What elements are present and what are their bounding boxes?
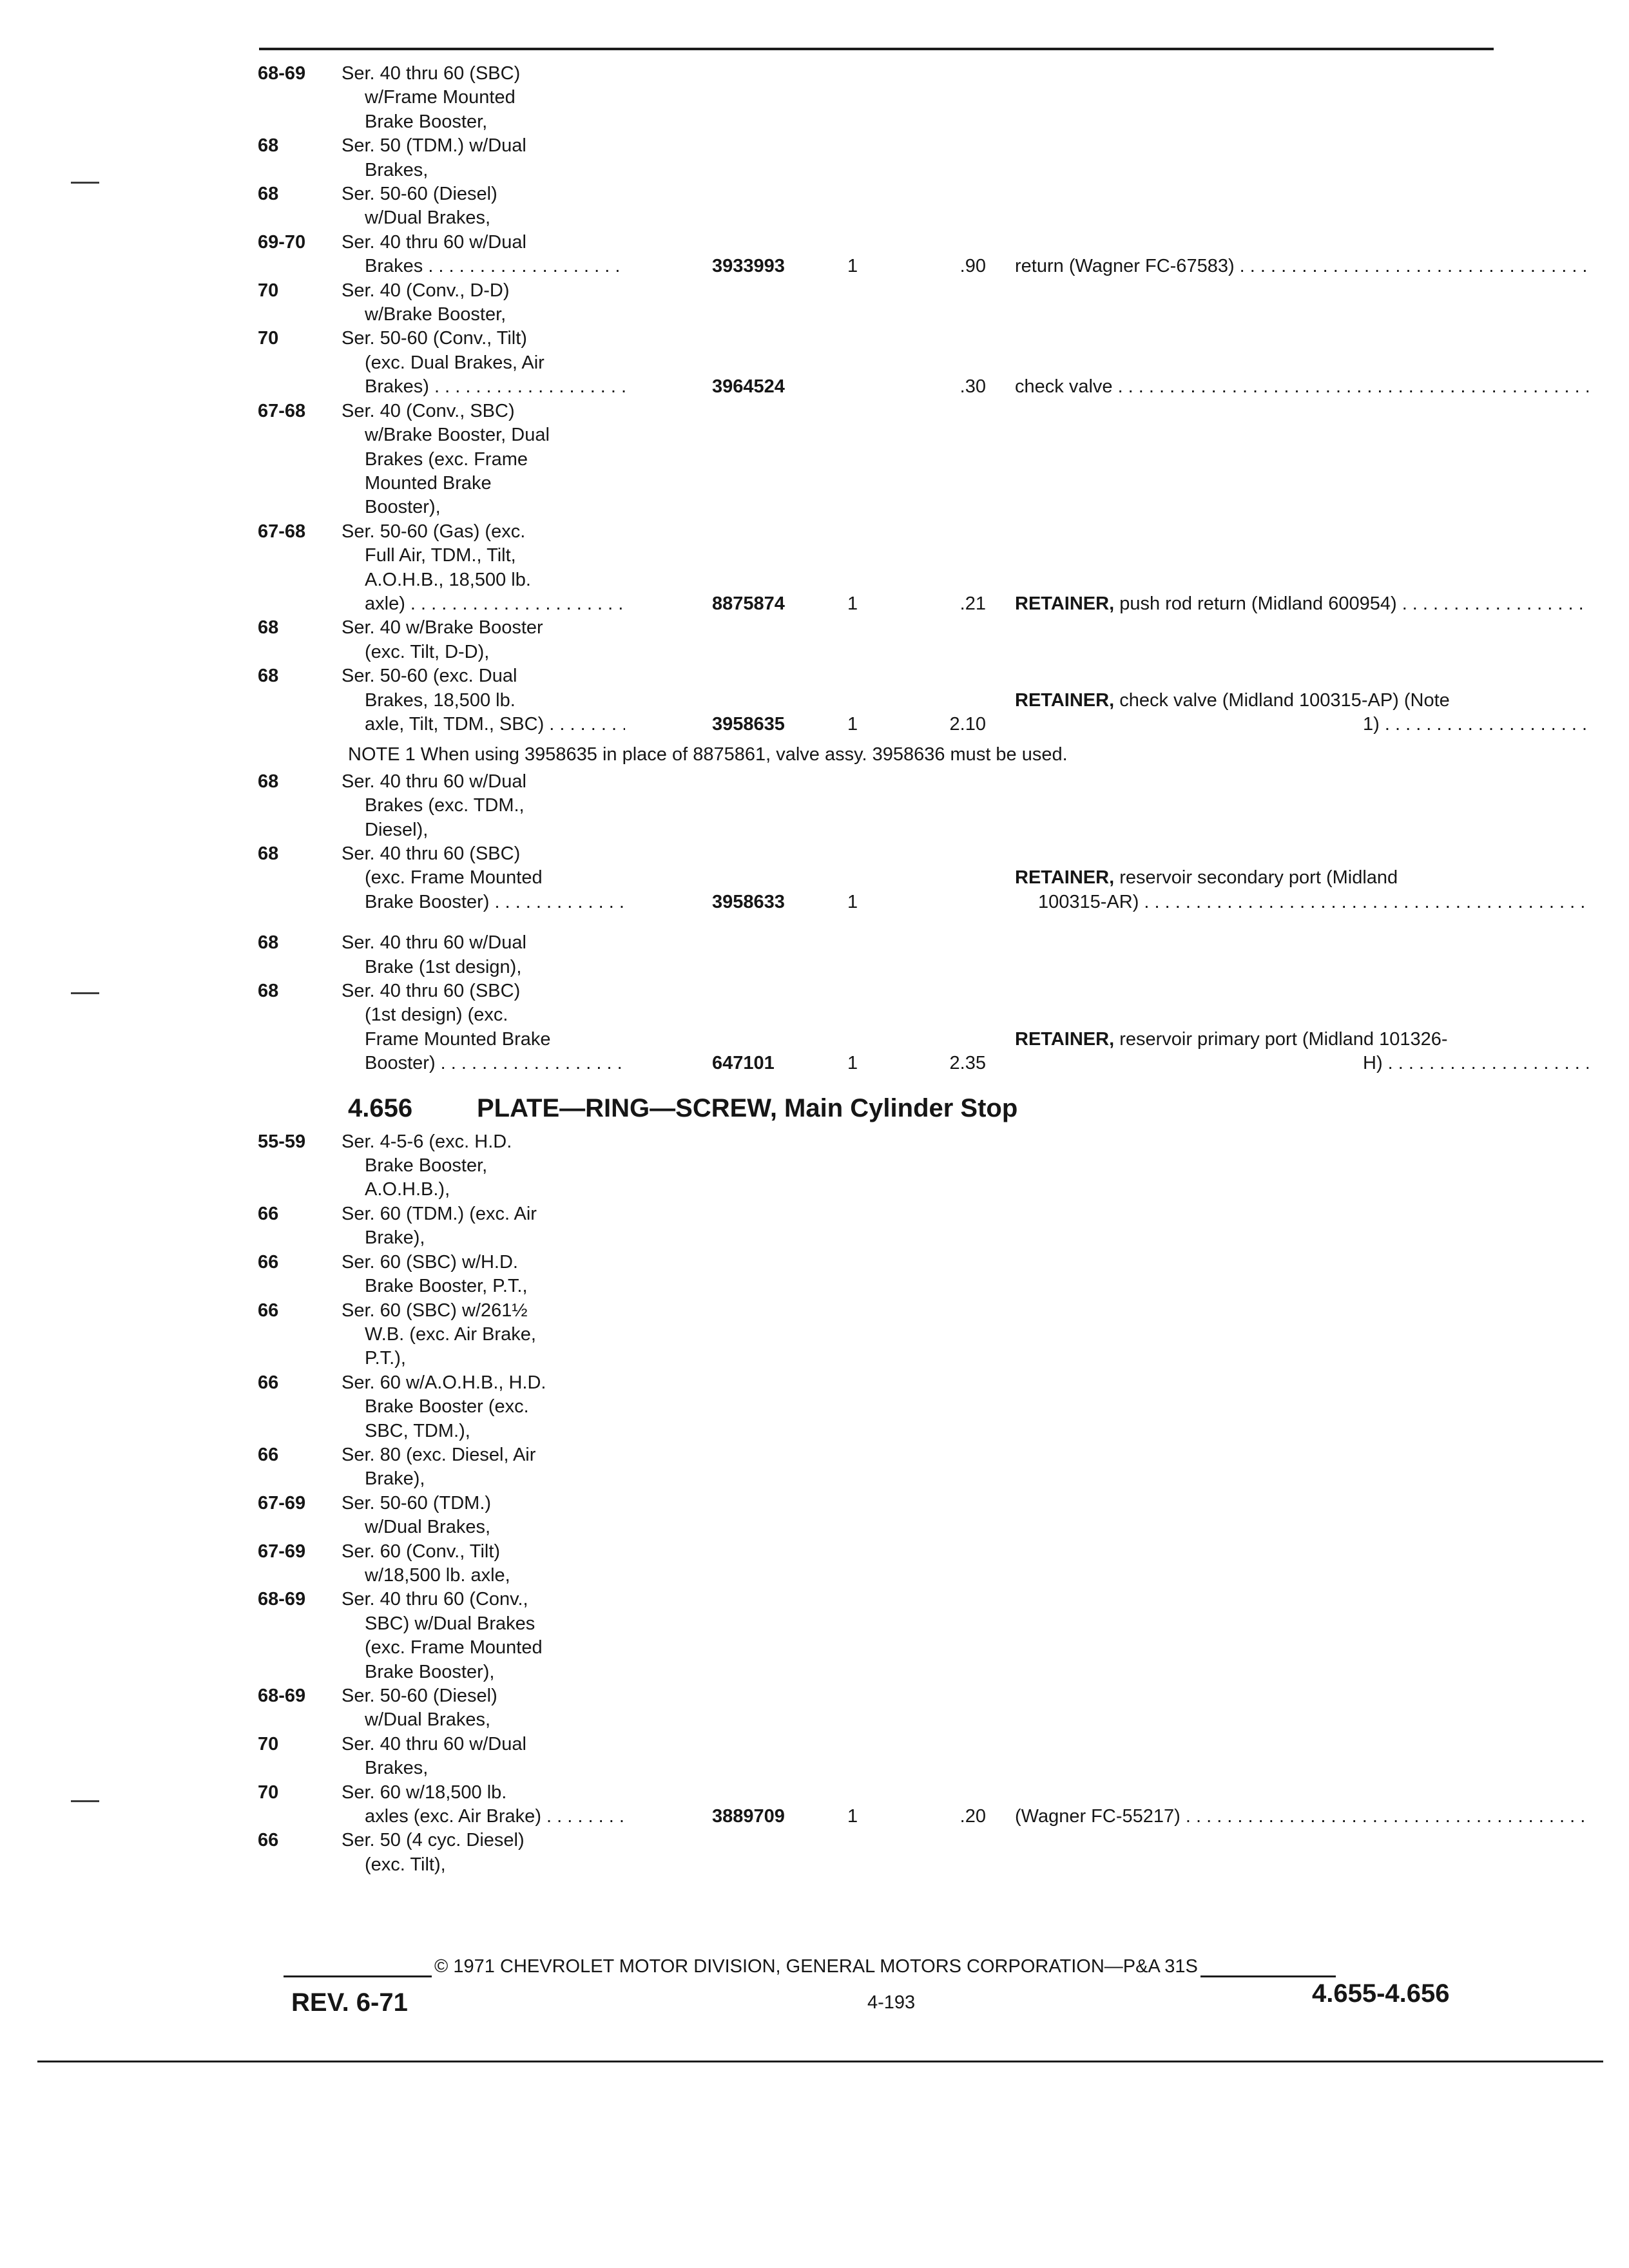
application-text: Ser. 50-60 (Gas) (exc. <box>342 521 526 542</box>
part-description-line <box>1015 890 1588 914</box>
model-years: 68-69 <box>258 1686 306 1706</box>
catalog-row <box>258 1781 1514 1829</box>
application-text: axle, Tilt, TDM., SBC) . . . <box>365 713 625 736</box>
part-detail: (Wagner FC-55217) <box>1015 1806 1181 1827</box>
application-line <box>342 351 625 375</box>
catalog-row <box>258 231 1514 279</box>
application-text: Brake Booster, <box>365 111 488 132</box>
catalog-row <box>258 1371 1514 1443</box>
application-text: Full Air, TDM., Tilt, <box>365 545 516 566</box>
application-text: Ser. 50-60 (exc. Dual <box>342 666 517 687</box>
application-description <box>342 327 1113 399</box>
catalog-row <box>258 1202 1514 1251</box>
application-text: Ser. 60 (SBC) w/261½ <box>342 1300 528 1321</box>
application-line <box>342 1805 1181 1829</box>
application-description <box>342 1540 625 1588</box>
application-text: w/Brake Booster, <box>365 304 506 325</box>
part-number: 3964524 <box>712 376 785 398</box>
application-text: A.O.H.B., 18,500 lb. <box>365 569 531 590</box>
application-line <box>342 1299 625 1323</box>
application-text: axle) . . . <box>365 592 625 616</box>
part-name: RETAINER, <box>1015 1028 1115 1050</box>
application-description <box>342 1781 1181 1829</box>
application-line <box>342 520 625 544</box>
application-description <box>342 520 1397 617</box>
application-line <box>342 134 625 158</box>
application-text: SBC, TDM.), <box>365 1420 470 1441</box>
part-number: 8875874 <box>712 593 785 614</box>
part-detail: 100315-AR) <box>1038 891 1139 912</box>
part-detail: return (Wagner FC-67583) <box>1015 256 1235 277</box>
part-description <box>1015 255 1588 278</box>
application-text: Brakes (exc. TDM., <box>365 795 525 816</box>
part-detail: check valve <box>1015 376 1113 398</box>
application-line <box>342 1202 625 1226</box>
application-text: Ser. 60 w/18,500 lb. <box>342 1782 507 1803</box>
application-line <box>342 1781 625 1805</box>
price: 2.10 <box>949 713 986 735</box>
part-detail: reservoir secondary port (Midland <box>1119 867 1398 889</box>
application-text: (1st design) (exc. <box>365 1004 508 1026</box>
application-text: Ser. 60 (Conv., Tilt) <box>342 1541 501 1562</box>
catalog-row <box>258 399 1514 520</box>
part-description-line <box>1015 255 1588 278</box>
part-description-line <box>1015 1028 1588 1052</box>
section-heading <box>348 1090 1514 1126</box>
part-description-line <box>1015 713 1588 736</box>
price: 2.35 <box>949 1053 986 1074</box>
application-description <box>342 1202 625 1251</box>
catalog-row <box>258 1684 1514 1733</box>
application-description <box>342 1371 625 1443</box>
application-line <box>342 1443 625 1467</box>
application-text: Ser. 40 (Conv., SBC) <box>342 400 515 421</box>
quantity: 1 <box>847 593 858 614</box>
application-text: w/Dual Brakes, <box>365 207 491 229</box>
application-line <box>342 664 625 688</box>
application-text: Ser. 40 thru 60 w/Dual <box>342 231 526 253</box>
part-name: RETAINER, <box>1015 689 1115 711</box>
application-line <box>342 1178 625 1202</box>
application-line <box>342 1733 625 1756</box>
application-text: Brake Booster, P.T., <box>365 1276 528 1297</box>
application-description <box>342 616 625 664</box>
application-description <box>342 842 1398 914</box>
application-line <box>342 1274 625 1298</box>
application-line <box>342 327 625 351</box>
application-text: Ser. 80 (exc. Diesel, Air <box>342 1444 536 1465</box>
application-line <box>342 448 625 472</box>
application-description <box>342 664 1450 736</box>
application-line <box>342 1756 625 1780</box>
application-line <box>342 159 625 182</box>
application-text: Brake Booster (exc. <box>365 1396 529 1418</box>
application-text: SBC) w/Dual Brakes <box>365 1613 535 1634</box>
part-description <box>1015 375 1588 399</box>
application-line <box>342 399 625 423</box>
application-line <box>342 1395 625 1419</box>
application-text: w/Brake Booster, Dual <box>365 425 550 446</box>
catalog-row <box>258 616 1514 664</box>
application-text: Mounted Brake <box>365 472 492 494</box>
application-text: Brake), <box>365 1227 425 1249</box>
application-text: Ser. 40 thru 60 w/Dual <box>342 771 526 792</box>
model-years: 68 <box>258 666 279 687</box>
model-years: 66 <box>258 1444 279 1465</box>
application-line <box>342 1636 625 1660</box>
model-years: 70 <box>258 1782 279 1803</box>
application-line <box>342 231 625 255</box>
footer-line-left <box>284 1975 432 1977</box>
application-line <box>342 770 625 794</box>
application-text: Ser. 40 thru 60 (SBC) <box>342 63 521 84</box>
application-line <box>342 1708 625 1732</box>
part-detail: reservoir primary port (Midland 101326- <box>1119 1028 1448 1050</box>
price: .21 <box>959 593 986 614</box>
application-description <box>342 1443 625 1492</box>
application-line <box>342 1226 625 1250</box>
model-years: 68 <box>258 932 279 954</box>
price: .90 <box>959 256 986 277</box>
application-text: Ser. 40 thru 60 w/Dual <box>342 932 526 954</box>
application-text: Ser. 4-5-6 (exc. H.D. <box>342 1131 512 1152</box>
model-years: 68-69 <box>258 63 306 84</box>
application-line <box>342 1028 625 1052</box>
catalog-row <box>258 1588 1514 1684</box>
part-description-line <box>1015 689 1588 713</box>
application-line <box>342 1853 625 1877</box>
application-text: Ser. 40 thru 60 w/Dual <box>342 1733 526 1754</box>
binding-mark <box>71 182 99 184</box>
copyright-text: © 1971 CHEVROLET MOTOR DIVISION, GENERAL MOTORS CORPORATION—P&A 31S <box>434 1956 1198 1977</box>
row-spacer <box>258 914 1514 931</box>
application-description <box>342 182 625 231</box>
catalog-row <box>258 770 1514 842</box>
application-text: Brakes) . . . <box>365 375 625 399</box>
catalog-row <box>258 1130 1514 1202</box>
application-description <box>342 399 625 520</box>
model-years: 67-69 <box>258 1492 306 1514</box>
application-text: Ser. 50-60 (TDM.) <box>342 1492 492 1514</box>
part-detail: H) <box>1363 1053 1383 1074</box>
application-line <box>342 1684 625 1708</box>
part-description-line <box>1015 375 1588 399</box>
quantity: 1 <box>847 256 858 277</box>
application-text: w/Dual Brakes, <box>365 1709 491 1731</box>
application-text: Ser. 40 thru 60 (Conv., <box>342 1589 528 1610</box>
quantity: 1 <box>847 1806 858 1827</box>
model-years: 66 <box>258 1300 279 1321</box>
application-description <box>342 279 625 327</box>
application-text: Ser. 50-60 (Diesel) <box>342 184 497 205</box>
application-description <box>342 770 625 842</box>
part-description <box>1015 866 1588 914</box>
model-years: 67-68 <box>258 400 306 421</box>
model-years: 70 <box>258 280 279 301</box>
application-line <box>342 495 625 519</box>
application-line <box>342 818 625 842</box>
quantity: 1 <box>847 891 858 912</box>
catalog-row <box>258 1540 1514 1588</box>
catalog-row <box>258 931 1514 979</box>
part-description-line <box>1015 866 1588 890</box>
application-line <box>342 1347 625 1370</box>
application-description <box>342 1251 625 1299</box>
application-line <box>342 1371 625 1395</box>
part-description-line <box>1015 1805 1588 1829</box>
application-line <box>342 303 625 327</box>
application-text: w/Frame Mounted <box>365 87 516 108</box>
application-description <box>342 1684 625 1733</box>
model-years: 68-69 <box>258 1589 306 1610</box>
application-line <box>342 62 625 86</box>
catalog-row <box>258 134 1514 182</box>
part-number: 3933993 <box>712 256 785 277</box>
application-line <box>342 1492 625 1515</box>
application-text: Brakes, 18,500 lb. <box>365 689 516 711</box>
application-line <box>342 255 1235 278</box>
part-description <box>1015 592 1588 616</box>
catalog-row <box>258 1492 1514 1540</box>
application-text: Booster), <box>365 497 441 518</box>
model-years: 66 <box>258 1830 279 1851</box>
application-text: Ser. 60 (SBC) w/H.D. <box>342 1251 518 1273</box>
application-line <box>342 640 625 664</box>
application-text: Diesel), <box>365 819 429 840</box>
application-text: Ser. 60 w/A.O.H.B., H.D. <box>342 1372 546 1393</box>
model-years: 68 <box>258 184 279 205</box>
application-text: A.O.H.B.), <box>365 1179 450 1200</box>
application-line <box>342 423 625 447</box>
application-line <box>342 794 625 818</box>
section-range: 4.655-4.656 <box>1312 1979 1450 2008</box>
parts-catalog <box>258 62 1514 1877</box>
part-detail: 1) <box>1363 713 1380 735</box>
model-years: 68 <box>258 617 279 639</box>
application-text: Ser. 40 w/Brake Booster <box>342 617 543 639</box>
application-text: (exc. Frame Mounted <box>365 1637 543 1658</box>
application-text: Ser. 50 (TDM.) w/Dual <box>342 135 526 157</box>
catalog-row <box>258 1443 1514 1492</box>
application-text: Frame Mounted Brake <box>365 1028 551 1050</box>
model-years: 66 <box>258 1251 279 1273</box>
application-text: Brake Booster, <box>365 1155 488 1177</box>
part-name: RETAINER, <box>1015 867 1115 889</box>
catalog-row <box>258 664 1514 736</box>
application-line <box>342 206 625 230</box>
application-text: Brakes, <box>365 1758 429 1779</box>
application-text: (exc. Frame Mounted <box>365 867 543 889</box>
application-line <box>342 1564 625 1588</box>
application-line <box>342 616 625 640</box>
quantity: 1 <box>847 1053 858 1074</box>
model-years: 70 <box>258 328 279 349</box>
catalog-row <box>258 842 1514 914</box>
application-text: Brake Booster), <box>365 1661 495 1682</box>
footer-line-right <box>1200 1975 1336 1977</box>
model-years: 69-70 <box>258 231 306 253</box>
application-line <box>342 1660 625 1684</box>
model-years: 67-68 <box>258 521 306 542</box>
section-title: PLATE—RING—SCREW, Main Cylinder Stop <box>477 1093 1018 1122</box>
application-description <box>342 1588 625 1684</box>
application-line <box>342 1130 625 1154</box>
revision-label: REV. 6-71 <box>291 1988 408 2017</box>
part-number: 3958633 <box>712 891 785 912</box>
application-line <box>342 1251 625 1274</box>
catalog-row <box>258 279 1514 327</box>
application-line <box>342 1515 625 1539</box>
model-years: 68 <box>258 981 279 1002</box>
application-text: Brakes (exc. Frame <box>365 448 528 470</box>
application-line <box>342 568 625 592</box>
binding-mark <box>71 992 99 994</box>
application-description <box>342 1130 625 1202</box>
section-number: 4.656 <box>348 1093 413 1122</box>
quantity: 1 <box>847 713 858 735</box>
catalog-row <box>258 1299 1514 1371</box>
application-text: (exc. Dual Brakes, Air <box>365 352 545 373</box>
application-description <box>342 1492 625 1540</box>
part-number: 3889709 <box>712 1806 785 1827</box>
part-description <box>1015 689 1588 737</box>
application-description <box>342 1829 625 1877</box>
application-text: (exc. Tilt), <box>365 1854 446 1875</box>
price: .20 <box>959 1806 986 1827</box>
binding-mark <box>71 1800 99 1802</box>
application-line <box>342 1323 625 1347</box>
catalog-note: NOTE 1 When using 3958635 in place of 8875861, valve assy. 3958636 must be used. <box>348 744 1068 765</box>
application-text: P.T.), <box>365 1348 406 1369</box>
part-number: 3958635 <box>712 713 785 735</box>
application-line <box>342 842 625 866</box>
application-text: Brake (1st design), <box>365 956 522 977</box>
price: .30 <box>959 376 986 398</box>
application-text: Brake), <box>365 1468 425 1490</box>
catalog-row <box>258 520 1514 617</box>
part-description-line <box>1015 592 1588 616</box>
application-line <box>342 979 625 1003</box>
top-rule <box>259 48 1494 50</box>
application-text: Ser. 60 (TDM.) (exc. Air <box>342 1203 537 1224</box>
application-line <box>342 1419 625 1443</box>
application-line <box>342 931 625 955</box>
application-text: Booster) . . . <box>365 1052 625 1075</box>
application-text: Ser. 40 thru 60 (SBC) <box>342 981 521 1002</box>
catalog-row <box>258 1733 1514 1781</box>
application-line <box>342 544 625 568</box>
catalog-row <box>258 979 1514 1076</box>
part-description <box>1015 1028 1588 1076</box>
model-years: 66 <box>258 1203 279 1224</box>
application-line <box>342 182 625 206</box>
application-description <box>342 979 1448 1076</box>
application-description <box>342 931 625 979</box>
application-description <box>342 62 625 134</box>
catalog-row <box>258 182 1514 231</box>
catalog-row <box>258 62 1514 134</box>
application-text: Brakes . . . <box>365 255 625 278</box>
catalog-row <box>258 327 1514 399</box>
application-text: w/Dual Brakes, <box>365 1517 491 1538</box>
application-line <box>342 110 625 134</box>
application-text: Ser. 40 thru 60 (SBC) <box>342 843 521 864</box>
model-years: 68 <box>258 843 279 864</box>
part-detail: push rod return (Midland 600954) <box>1119 593 1397 614</box>
application-line <box>342 472 625 495</box>
bottom-rule <box>37 2061 1603 2062</box>
application-line <box>342 592 1397 616</box>
catalog-row <box>258 1829 1514 1877</box>
part-description-line <box>1015 1052 1588 1075</box>
application-line <box>342 1154 625 1178</box>
model-years: 66 <box>258 1372 279 1393</box>
application-line <box>342 866 625 890</box>
application-line <box>342 1829 625 1852</box>
application-text: Ser. 50-60 (Conv., Tilt) <box>342 328 527 349</box>
application-text: Brake Booster) . . . <box>365 890 625 914</box>
application-text: axles (exc. Air Brake) . . . <box>365 1805 625 1829</box>
part-description <box>1015 1805 1588 1829</box>
application-line <box>342 279 625 303</box>
page-number: 4-193 <box>867 1992 916 2013</box>
part-number: 647101 <box>712 1053 775 1074</box>
application-line <box>342 1588 625 1611</box>
footer-copyright <box>284 1956 1508 1977</box>
application-text: (exc. Tilt, D-D), <box>365 641 490 662</box>
application-line <box>342 375 1113 399</box>
application-line <box>342 1003 625 1027</box>
model-years: 68 <box>258 771 279 792</box>
application-text: Ser. 50 (4 cyc. Diesel) <box>342 1830 525 1851</box>
application-line <box>342 1612 625 1636</box>
application-text: w/18,500 lb. axle, <box>365 1564 510 1586</box>
application-description <box>342 134 625 182</box>
application-description <box>342 1299 625 1371</box>
application-text: W.B. (exc. Air Brake, <box>365 1323 536 1345</box>
model-years: 68 <box>258 135 279 157</box>
part-detail: check valve (Midland 100315-AP) (Note <box>1119 689 1450 711</box>
application-line <box>342 1540 625 1564</box>
application-description <box>342 231 1235 279</box>
model-years: 70 <box>258 1733 279 1754</box>
application-description <box>342 1733 625 1781</box>
application-line <box>342 689 625 713</box>
catalog-row <box>258 1251 1514 1299</box>
application-text: Ser. 50-60 (Diesel) <box>342 1686 497 1706</box>
part-name: RETAINER, <box>1015 593 1115 614</box>
application-text: Ser. 40 (Conv., D-D) <box>342 280 510 301</box>
application-line <box>342 956 625 979</box>
application-line <box>342 1467 625 1491</box>
model-years: 67-69 <box>258 1541 306 1562</box>
application-text: Brakes, <box>365 159 429 180</box>
model-years: 55-59 <box>258 1131 306 1152</box>
application-line <box>342 86 625 110</box>
